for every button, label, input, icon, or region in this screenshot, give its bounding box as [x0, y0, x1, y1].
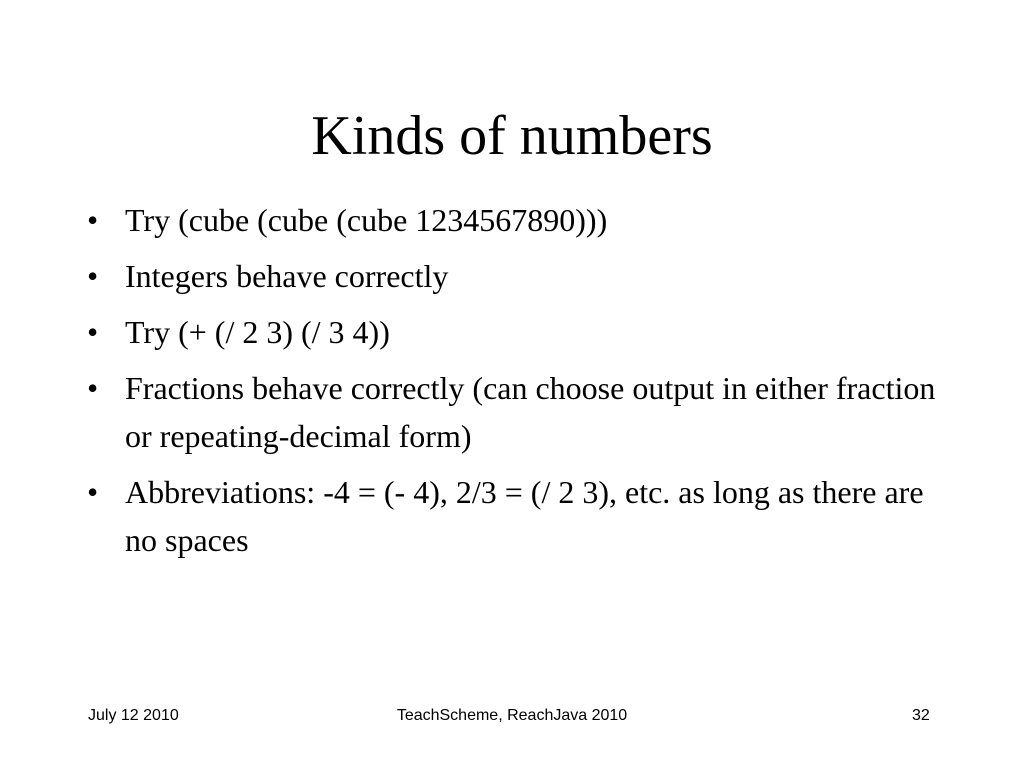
- bullet-item-3: [85, 308, 955, 356]
- bullet-icon: •: [87, 202, 99, 238]
- bullet-icon: •: [87, 370, 99, 406]
- bullet-icon: •: [87, 474, 99, 510]
- bullet-icon: •: [87, 258, 99, 294]
- bullet-item-2: [85, 252, 955, 300]
- slide-title: Kinds of numbers: [311, 105, 713, 167]
- bullet-item-5: [85, 468, 955, 564]
- bullet-text: Integers behave correctly: [125, 258, 449, 294]
- bullet-icon: •: [87, 314, 99, 350]
- footer-page-number: 32: [912, 707, 930, 724]
- bullet-list: [85, 196, 955, 572]
- bullet-text: Try (+ (/ 2 3) (/ 3 4)): [125, 314, 390, 350]
- bullet-text: Fractions behave correctly (can choose output in either fraction or repeating-decimal form): [125, 370, 936, 454]
- bullet-item-1: [85, 196, 955, 244]
- bullet-item-4: [85, 364, 955, 460]
- bullet-text: Try (cube (cube (cube 1234567890))): [125, 202, 608, 238]
- footer-event: TeachScheme, ReachJava 2010: [396, 707, 628, 724]
- bullet-text: Abbreviations: -4 = (- 4), 2/3 = (/ 2 3), etc. as long as there are no spaces: [125, 474, 924, 558]
- footer-date: July 12 2010: [88, 707, 179, 724]
